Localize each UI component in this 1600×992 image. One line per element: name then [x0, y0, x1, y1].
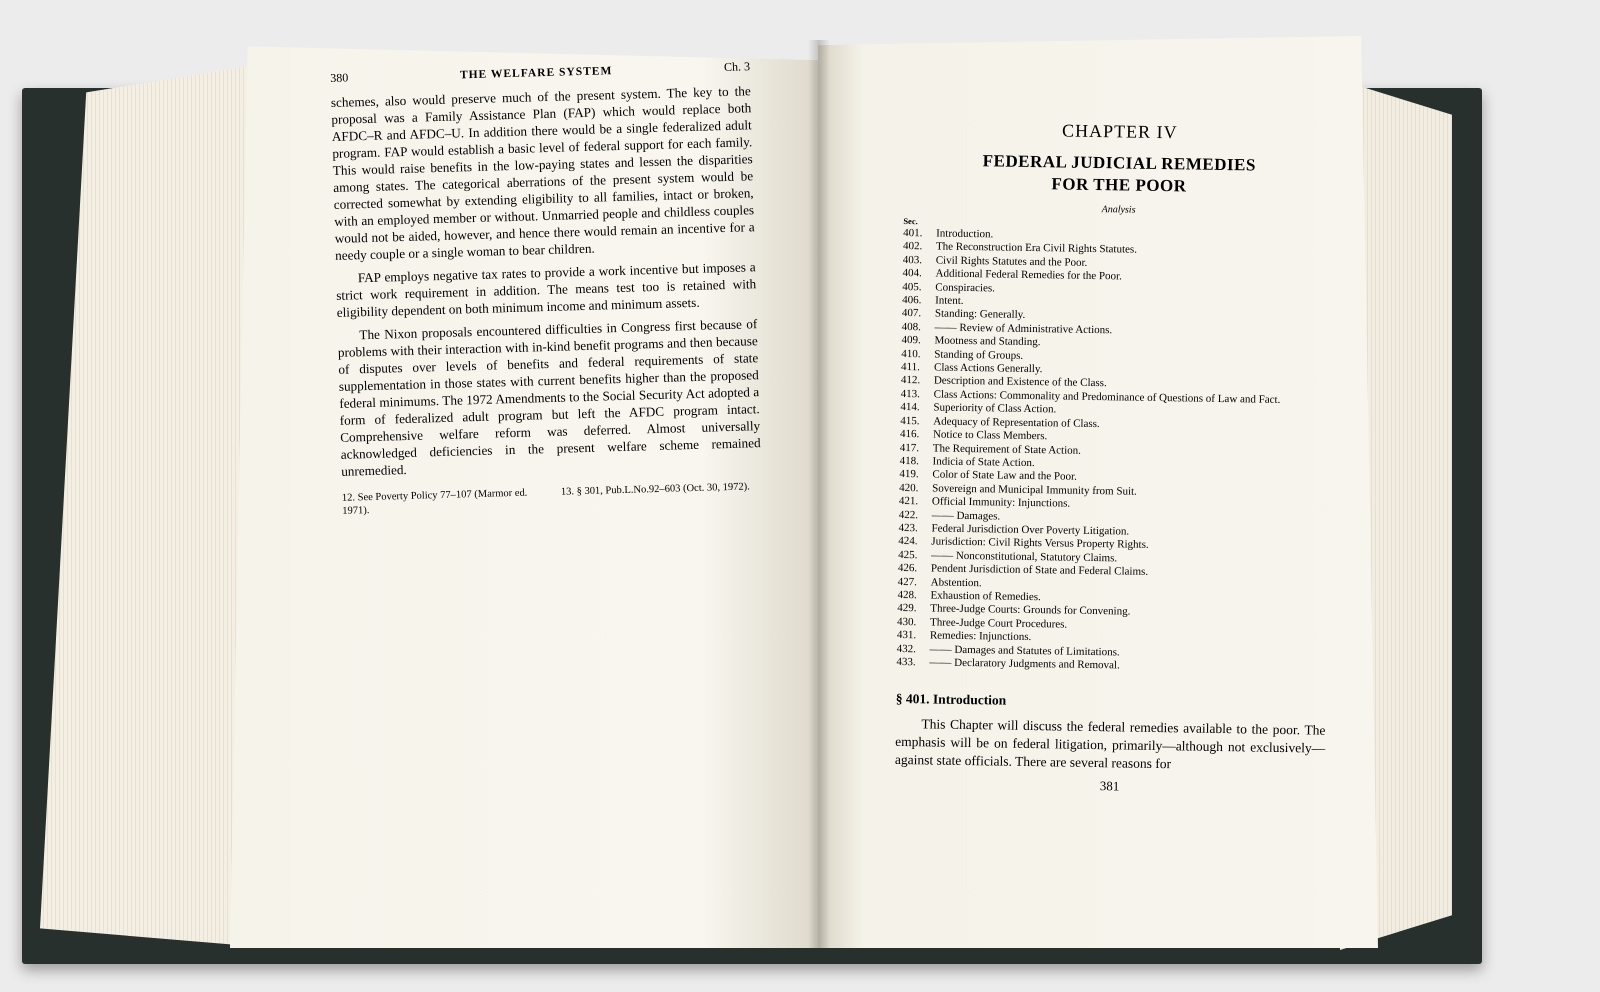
chapter-title [904, 149, 1335, 200]
toc-section-title: Superiority of Class Action. [933, 401, 1057, 416]
toc-section-number: 426. [897, 562, 918, 575]
toc-section-title: Mootness and Standing. [934, 334, 1041, 349]
toc-section-number: 405. [902, 280, 922, 293]
toc-section-number: 403. [902, 253, 923, 267]
toc-section-number: 410. [901, 347, 921, 360]
toc-section-title: Three-Judge Courts: Grounds for Convening. [930, 602, 1131, 618]
toc-section-number: 416. [899, 428, 920, 441]
toc-section-number: 402. [902, 240, 923, 253]
book-gutter [808, 40, 830, 948]
paragraph-1: schemes, also would preserve much of the present system. The key to the proposal was a Family Assistance Plan (FAP) which would replace both AFDC–R and AFDC–U. In addition there would be a single federalized adult program. FAP would establish a basic level of federal support for each family. This would raise benefits in the low-paying states and lessen the disparities among states. The categorical aberrations of the present system would be corrected somewhat by extending eligibility to all families, intact or broken, with an employed member or without. Unmarried people and childless couples would not be aided, however, and hence there would remain an incentive for a needy couple or a single woman to bear children. [330, 83, 755, 263]
right-page-text [894, 118, 1335, 798]
toc-section-number: 419. [899, 468, 919, 481]
toc-section-number: 406. [902, 294, 922, 307]
toc-section-number: 424. [898, 535, 918, 548]
toc-section-number: 412. [900, 374, 921, 387]
toc-section-title: —— Declaratory Judgments and Removal. [929, 656, 1120, 672]
toc-section-number: 425. [898, 548, 918, 561]
sec-label: Sec. [903, 215, 918, 227]
toc-section-title: Adequacy of Representation of Class. [933, 415, 1100, 430]
toc-section-number: 411. [900, 361, 921, 374]
paragraph-2: FAP employs negative tax rates to provide a work incentive but imposes a strict work requirement in addition. The means test too is retained with eligibility dependent on both minimum income and minimum assets. [336, 259, 757, 320]
toc-section-number: 421. [898, 495, 919, 508]
section-heading: § 401. Introduction [895, 691, 1007, 709]
table-of-contents [896, 227, 1333, 676]
intro-paragraph: This Chapter will discuss the federal remedies available to the poor. The emphasis will be on federal litigation, primarily—although not exclusively—against state officials. There are several reasons for [894, 716, 1326, 772]
left-page-text [330, 58, 762, 518]
toc-section-title: The Reconstruction Era Civil Rights Statutes. [935, 240, 1138, 257]
toc-section-title: —— Nonconstitutional, Statutory Claims. [931, 549, 1118, 565]
toc-section-title: Conspiracies. [935, 281, 996, 295]
toc-section-title: Class Actions Generally. [933, 361, 1043, 376]
toc-section-title: Class Actions: Commonality and Predominance of Questions of Law and Fact. [933, 388, 1281, 406]
toc-section-title: —— Damages. [931, 509, 1001, 523]
toc-section-title: Sovereign and Municipal Immunity from Suit. [932, 482, 1137, 498]
paragraph-3: The Nixon proposals encountered difficulties in Congress first because of problems with their interaction with in-kind benefit programs and then because of disputes over levels of benefits and federal requirements of state supplementation in those states with current benefits higher than the proposed federal minimums. The 1972 Amendments to the Social Security Act adopted a form of federalized adult program but left the AFDC program intact. Comprehensive welfare reform was deferred. Almost universally acknowledged deficiencies in the present welfare scheme remained unremedied. [337, 316, 761, 479]
toc-section-number: 401. [903, 226, 923, 240]
toc-section-number: 417. [899, 441, 920, 454]
chapter-ref: Ch. 3 [723, 59, 751, 74]
toc-section-title: Additional Federal Remedies for the Poor. [935, 267, 1122, 283]
toc-section-title: Description and Existence of the Class. [933, 374, 1107, 390]
toc-section-title: Three-Judge Court Procedures. [929, 616, 1068, 631]
toc-section-title: Indicia of State Action. [932, 455, 1035, 469]
toc-section-number: 432. [896, 642, 917, 655]
running-title: THE WELFARE SYSTEM [459, 65, 613, 82]
toc-section-number: 413. [900, 387, 921, 401]
right-page-number: 381 [1099, 778, 1120, 794]
toc-section-number: 430. [896, 615, 917, 629]
toc-section-title: Standing: Generally. [934, 307, 1026, 322]
toc-section-title: Notice to Class Members. [932, 428, 1048, 443]
toc-section-number: 409. [901, 334, 921, 347]
toc-section-title: Pendent Jurisdiction of State and Federal Claims. [930, 562, 1149, 579]
toc-section-title: —— Damages and Statutes of Limitations. [929, 643, 1120, 659]
footnote-12: 12. See Poverty Policy 77–107 (Marmor ed. 1971). [341, 487, 528, 517]
chapter-title-line-2: FOR THE POOR [1051, 174, 1187, 196]
toc-section-number: 420. [899, 481, 919, 494]
toc-section-number: 427. [897, 575, 918, 588]
toc-section-number: 408. [901, 320, 922, 334]
toc-section-number: 429. [897, 602, 917, 615]
toc-section-number: 407. [901, 307, 922, 320]
toc-section-title: Exhaustion of Remedies. [930, 589, 1041, 604]
footnote-13: 13. § 301, Pub.L.No.92–603 (Oct. 30, 1972). [560, 481, 750, 498]
toc-section-title: The Requirement of State Action. [932, 441, 1082, 457]
toc-section-title: Intent. [935, 294, 964, 307]
toc-section-number: 433. [896, 655, 916, 669]
toc-section-number: 414. [900, 401, 920, 414]
toc-section-title: Jurisdiction: Civil Rights Versus Property Rights. [931, 535, 1149, 552]
chapter-label: CHAPTER IV [1061, 120, 1178, 143]
analysis-label: Analysis [1101, 204, 1136, 216]
toc-section-number: 404. [902, 267, 922, 280]
toc-section-number: 422. [898, 508, 919, 521]
chapter-title-line-1: FEDERAL JUDICIAL REMEDIES [982, 151, 1257, 175]
toc-section-number: 431. [896, 629, 917, 642]
toc-section-title: Color of State Law and the Poor. [932, 468, 1077, 484]
toc-section-title: Federal Jurisdiction Over Poverty Litigation. [931, 522, 1130, 538]
toc-section-title: Abstention. [930, 576, 982, 589]
toc-section-title: —— Review of Administrative Actions. [934, 321, 1113, 337]
toc-section-title: Standing of Groups. [934, 348, 1024, 362]
toc-section-number: 423. [898, 521, 918, 535]
toc-section-title: Introduction. [936, 227, 994, 241]
toc-section-title: Remedies: Injunctions. [929, 629, 1032, 644]
left-page-number: 380 [330, 70, 349, 85]
toc-section-title: Official Immunity: Injunctions. [931, 495, 1071, 510]
toc-section-number: 418. [899, 454, 919, 468]
toc-section-title: Civil Rights Statutes and the Poor. [935, 254, 1088, 269]
toc-section-number: 415. [900, 414, 920, 427]
toc-section-number: 428. [897, 588, 917, 602]
